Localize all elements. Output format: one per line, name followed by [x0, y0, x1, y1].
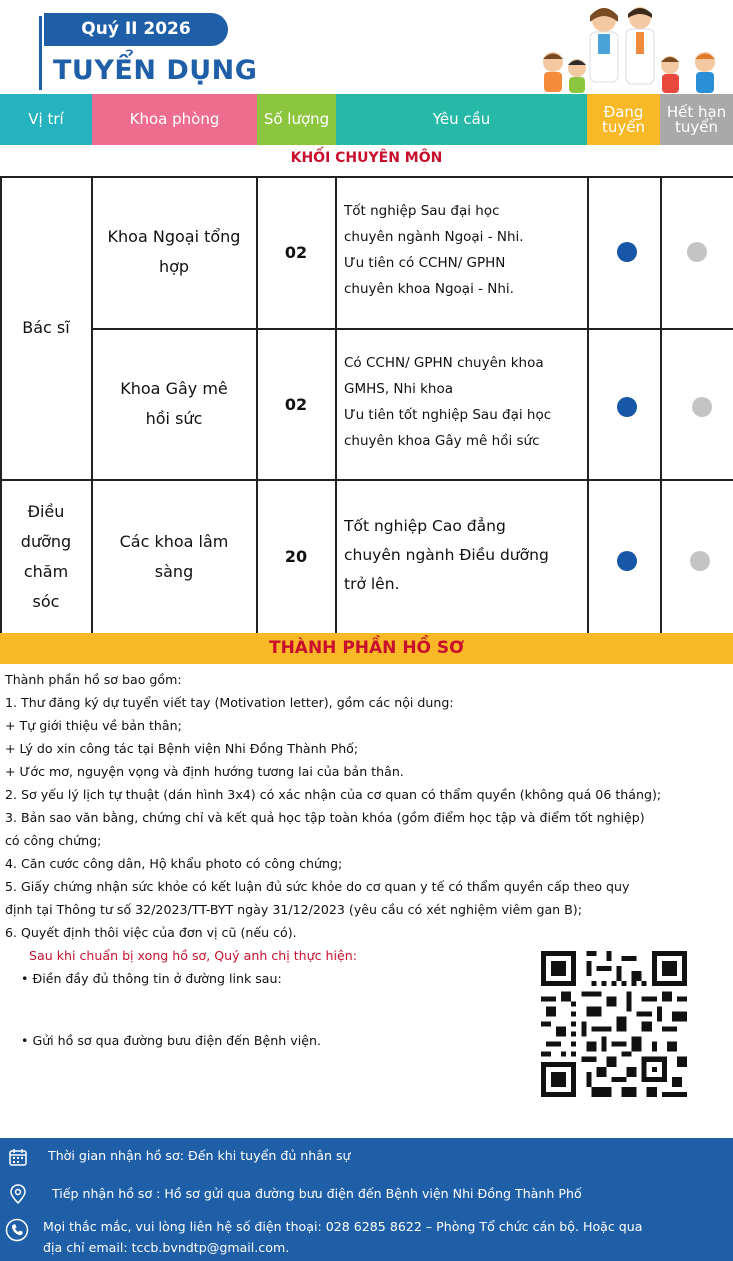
col-position-header: Vị trí — [0, 94, 92, 145]
quantity-cell — [257, 329, 335, 479]
documents-line: + Ước mơ, nguyện vọng và định hướng tương lai của bản thân. — [5, 764, 404, 779]
requirement-line: Tốt nghiệp Sau đại học — [344, 203, 500, 219]
position-nurse — [0, 480, 92, 633]
calendar-icon — [8, 1147, 28, 1167]
col-closed-label-2: tuyển — [674, 117, 718, 136]
department-line-1: Các khoa lâm — [119, 531, 229, 551]
documents-line: định tại Thông tư số 32/2023/TT-BYT ngày 31/12/2023 (yêu cầu có xét nghiệm viêm gan B); — [5, 902, 582, 917]
documents-line: 3. Bản sao văn bằng, chứng chỉ và kết quả học tập toàn khóa (gồm điểm học tập và điểm tốt nghiệp) — [5, 810, 645, 825]
requirements-cell — [344, 350, 580, 454]
open-status-dot — [617, 242, 637, 262]
col-requirements-header: Yêu cầu — [336, 94, 587, 145]
instructions-note: Sau khi chuẩn bị xong hồ sơ, Quý anh chị thực hiện: — [29, 948, 357, 963]
phone-icon — [5, 1218, 29, 1242]
documents-line: 1. Thư đăng ký dự tuyển viết tay (Motivation letter), gồm các nội dung: — [5, 695, 454, 710]
qr-code[interactable] — [541, 951, 687, 1097]
requirement-line: chuyên khoa Gây mê hồi sức — [344, 433, 540, 449]
requirement-line: Có CCHN/ GPHN chuyên khoa — [344, 355, 544, 371]
department-cell — [92, 176, 256, 328]
col-open-label-2: tuyển — [601, 117, 645, 136]
position-doctor-label: Bác sĩ — [22, 317, 70, 337]
open-status-dot — [617, 551, 637, 571]
position-nurse-line: chăm — [23, 561, 69, 581]
requirement-line: Ưu tiên có CCHN/ GPHN — [344, 255, 506, 271]
col-open-label-1: Đang — [603, 102, 644, 121]
documents-line: + Tự giới thiệu về bản thân; — [5, 718, 182, 733]
requirements-cell — [344, 198, 580, 302]
section-label: KHỐI CHUYÊN MÔN — [290, 150, 443, 166]
application-time: Thời gian nhận hồ sơ: Đến khi tuyển đủ nhân sự — [48, 1148, 351, 1163]
requirement-line: trở lên. — [344, 575, 400, 593]
department-line-2: sàng — [154, 561, 194, 581]
contact-line-2: địa chỉ email: tccb.bvndtp@gmail.com. — [43, 1240, 290, 1255]
documents-line: Thành phần hồ sơ bao gồm: — [5, 672, 182, 687]
position-doctor — [0, 176, 92, 479]
col-closed-label-1: Hết hạn — [666, 102, 727, 121]
closed-status-dot — [690, 551, 710, 571]
department-cell — [92, 480, 256, 633]
documents-section-title: THÀNH PHẦN HỒ SƠ — [0, 633, 733, 664]
map-pin-icon — [8, 1182, 28, 1206]
step-mail-documents: • Gửi hồ sơ qua đường bưu điện đến Bệnh viện. — [5, 1029, 730, 1052]
documents-line: + Lý do xin công tác tại Bệnh viện Nhi Đồng Thành Phố; — [5, 741, 359, 756]
position-nurse-line: Điều — [27, 501, 65, 521]
position-nurse-line: dưỡng — [20, 531, 72, 551]
col-divider-6 — [660, 176, 662, 633]
col-closed-header — [660, 94, 733, 145]
requirement-line: GMHS, Nhi khoa — [344, 381, 454, 397]
position-nurse-line: sóc — [32, 591, 60, 611]
quantity-cell — [257, 176, 335, 328]
quantity-value: 02 — [284, 242, 308, 262]
col-department-header: Khoa phòng — [92, 94, 257, 145]
requirements-cell — [344, 512, 580, 599]
department-cell — [92, 329, 256, 479]
step-fill-link: • Điền đầy đủ thông tin ở đường link sau: — [5, 967, 730, 990]
quarter-badge: Quý II 2026 — [44, 13, 228, 46]
quantity-value: 20 — [284, 547, 308, 566]
col-divider-4 — [335, 176, 337, 633]
requirement-line: chuyên ngành Điều dưỡng — [344, 546, 549, 564]
quantity-value: 02 — [284, 394, 308, 414]
documents-line: 6. Quyết định thôi việc của đơn vị cũ (nếu có). — [5, 925, 297, 940]
documents-line: 2. Sơ yếu lý lịch tự thuật (dán hình 3x4) có xác nhận của cơ quan có thẩm quyền (không quá 06 tháng); — [5, 787, 662, 802]
requirement-line: Tốt nghiệp Cao đẳng — [344, 517, 506, 535]
open-status-dot — [617, 397, 637, 417]
contact-line-1: Mọi thắc mắc, vui lòng liên hệ số điện thoại: 028 6285 8622 – Phòng Tổ chức cán bộ. Hoặc qua — [43, 1219, 643, 1234]
department-line-2: hợp — [158, 257, 190, 276]
department-line-2: hồi sức — [145, 409, 203, 428]
contact-footer — [0, 1138, 733, 1261]
doctors-kids-illustration — [520, 2, 733, 94]
col-quantity-header: Số lượng — [257, 94, 336, 145]
requirement-line: chuyên ngành Ngoại - Nhi. — [344, 229, 524, 245]
page-title: TUYỂN DỤNG — [53, 55, 258, 86]
col-divider-5 — [587, 176, 589, 633]
department-line-1: Khoa Gây mê — [120, 379, 228, 398]
department-line-1: Khoa Ngoại tổng — [107, 227, 241, 246]
closed-status-dot — [687, 242, 707, 262]
application-receiving: Tiếp nhận hồ sơ : Hồ sơ gửi qua đường bưu điện đến Bệnh viện Nhi Đồng Thành Phố — [52, 1186, 582, 1201]
positions-table — [0, 176, 733, 633]
requirement-line: Ưu tiên tốt nghiệp Sau đại học — [344, 407, 552, 423]
table-header-row — [0, 94, 733, 145]
documents-line: 4. Căn cước công dân, Hộ khẩu photo có công chứng; — [5, 856, 343, 871]
title-accent-bar — [39, 16, 42, 90]
quantity-cell — [257, 480, 335, 633]
documents-line: 5. Giấy chứng nhận sức khỏe có kết luận đủ sức khỏe do cơ quan y tế có thẩm quyền cấp theo quy — [5, 879, 630, 894]
col-open-header — [587, 94, 660, 145]
contact-info — [43, 1216, 723, 1258]
requirement-line: chuyên khoa Ngoại - Nhi. — [344, 281, 514, 297]
documents-line: có công chứng; — [5, 833, 102, 848]
closed-status-dot — [692, 397, 712, 417]
